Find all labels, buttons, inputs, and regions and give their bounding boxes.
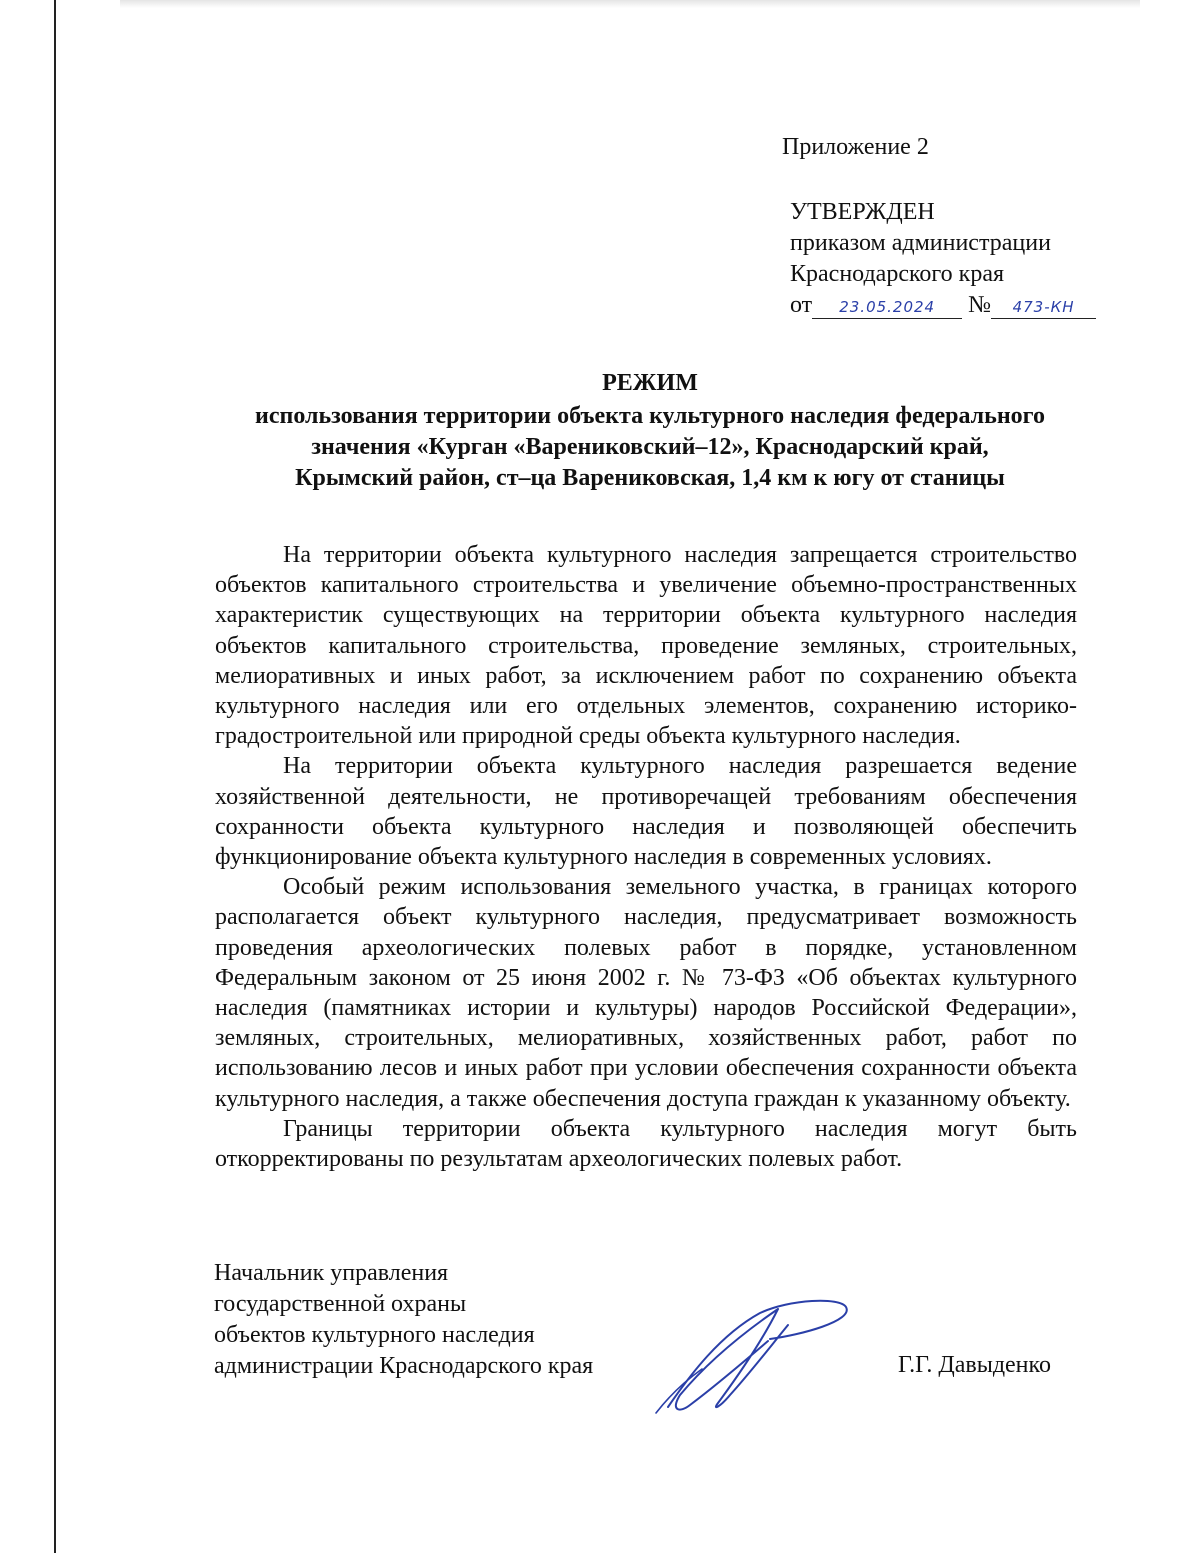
body-paragraph-4: Границы территории объекта культурного наследия могут быть откорректированы по результатам археологических полевых работ. — [215, 1115, 1077, 1173]
signer-position-line-4: администрации Краснодарского края — [214, 1353, 594, 1379]
title-line-1: использования территории объекта культурного наследия федерального — [255, 403, 1045, 429]
date-number-line — [782, 290, 1142, 321]
signer-position-line-3: объектов культурного наследия — [214, 1322, 535, 1348]
scan-top-smudge — [120, 0, 1140, 8]
signer-name: Г.Г. Давыденко — [898, 1352, 1051, 1378]
handwritten-signature — [650, 1295, 860, 1415]
scan-border-line — [54, 0, 56, 1553]
number-prefix: № — [968, 292, 992, 318]
handwritten-number: 473-КН — [991, 296, 1096, 319]
region-label: Краснодарского края — [790, 261, 1005, 287]
body-paragraph-2: На территории объекта культурного наследия разрешается ведение хозяйственной деятельности, не противоречащей требованиям обеспечения сохранности объекта культурного наследия и позволяющей обеспечить функционирование объекта культурного наследия в современных условиях. — [215, 753, 1077, 871]
handwritten-date: 23.05.2024 — [812, 296, 962, 319]
title-main: РЕЖИМ — [602, 370, 698, 396]
document-body — [215, 540, 1077, 1174]
approval-block — [782, 132, 1142, 321]
title-line-2: значения «Курган «Варениковский–12», Краснодарский край, — [311, 434, 989, 460]
signer-position-line-1: Начальник управления — [214, 1260, 449, 1286]
body-paragraph-3: Особый режим использования земельного участка, в границах которого располагается объект культурного наследия, предусматривает возможность проведения археологических полевых работ в порядке, установленном Федеральным законом от 25 июня 2002 г. № 73-ФЗ «Об объектах культурного наследия (памятниках истории и культуры) народов Российской Федерации», земляных, строительных, мелиоративных, хозяйственных работ, работ по использованию лесов и иных работ при условии обеспечения сохранности объекта культурного наследия, а также обеспечения доступа граждан к указанному объекту. — [215, 874, 1077, 1112]
signer-position — [214, 1258, 593, 1382]
document-title — [200, 368, 1100, 494]
body-paragraph-1: На территории объекта культурного наследия запрещается строительство объектов капитального строительства и увеличение объемно-пространственных характеристик существующих на территории объекта культурного наследия объектов капитального строительства, проведение земляных, строительных, мелиоративных и иных работ, за исключением работ по сохранению объекта культурного наследия или его отдельных элементов, сохранению историко-градостроительной или природной среды объекта культурного наследия. — [215, 542, 1077, 750]
order-label: приказом администрации — [790, 230, 1051, 256]
title-line-3: Крымский район, ст–ца Варениковская, 1,4 км к югу от станицы — [295, 465, 1005, 491]
approved-label: УТВЕРЖДЕН — [790, 199, 935, 225]
appendix-label: Приложение 2 — [782, 134, 929, 160]
signer-position-line-2: государственной охраны — [214, 1291, 467, 1317]
date-prefix: от — [790, 292, 813, 318]
